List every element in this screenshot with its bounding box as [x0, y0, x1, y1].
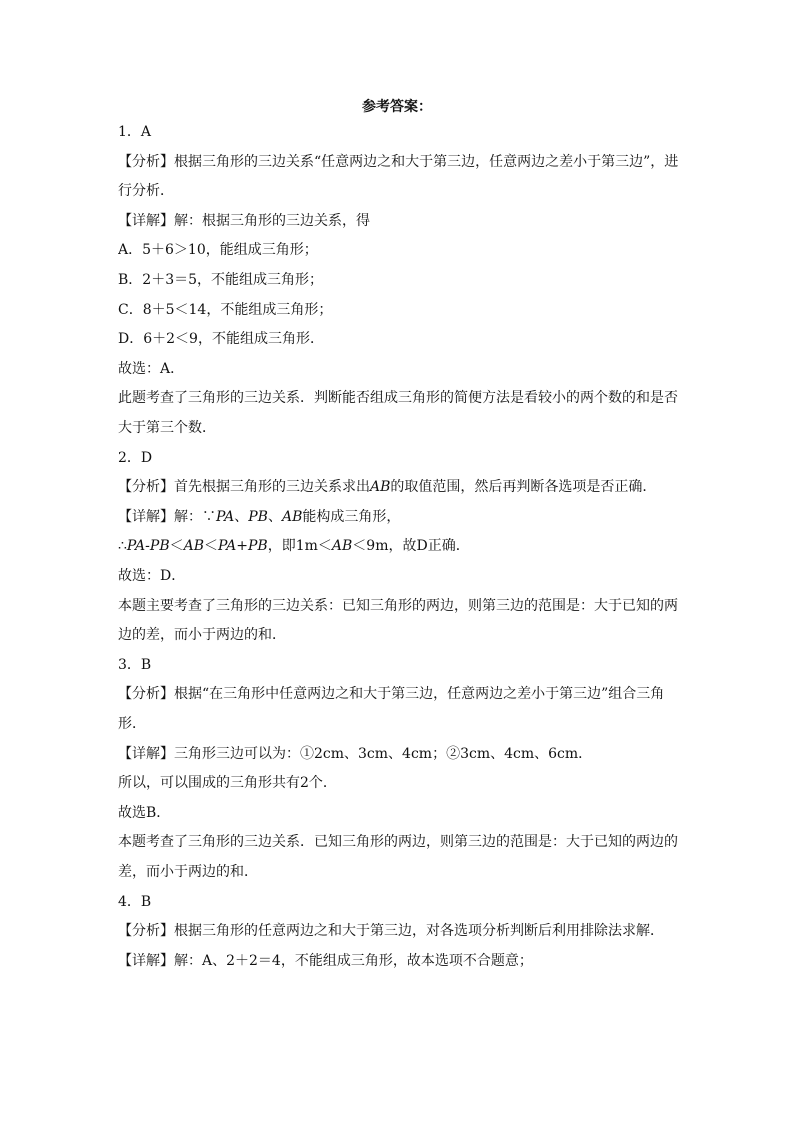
answer-line: 4．B [118, 893, 152, 910]
answer-line: 差，而小于两边的和． [118, 864, 258, 880]
answer-line: 【详解】解：根据三角形的三边关系，得 [118, 212, 370, 229]
answer-line: 边的差，而小于两边的和． [118, 627, 286, 644]
answer-line: 2．D [118, 449, 153, 466]
answer-line: 【详解】三角形三边可以为：①2cm、3cm、4cm；②3cm、4cm、6cm． [118, 745, 593, 762]
answer-line: 【分析】根据三角形的任意两边之和大于第三边，对各选项分析判断后利用排除法求解． [118, 923, 664, 940]
answer-line: 【分析】首先根据三角形的三边关系求出AB的取值范围，然后再判断各选项是否正确． [118, 479, 657, 496]
answer-line: 3．B [118, 656, 152, 673]
answer-line: 【分析】根据三角形的三边关系“任意两边之和大于第三边，任意两边之差小于第三边”，进 [118, 153, 679, 170]
page-title: 参考答案： [362, 99, 432, 115]
answer-line: 【详解】解：A、2＋2＝4，不能组成三角形，故本选项不合题意； [118, 952, 533, 969]
answer-line: 大于第三个数． [118, 420, 216, 436]
answer-line: A．5＋6＞10，能组成三角形； [118, 242, 318, 259]
answer-line: 行分析． [118, 183, 174, 200]
answer-line: 本题主要考查了三角形的三边关系：已知三角形的两边，则第三边的范围是：大于已知的两 [118, 597, 678, 614]
math-variable: AB [331, 538, 353, 555]
math-variable: AB [370, 479, 391, 496]
answer-line: 此题考查了三角形的三边关系．判断能否组成三角形的简便方法是看较小的两个数的和是否 [118, 390, 678, 407]
math-variable: PA-PB [126, 538, 170, 555]
answer-line: 故选：A． [118, 360, 185, 377]
math-variable: PB [248, 508, 268, 525]
math-variable: AB [183, 538, 205, 555]
math-variable: AB [281, 508, 303, 525]
math-variable: PA [216, 508, 235, 525]
answer-line: 形． [118, 716, 146, 732]
answer-line: 【详解】解：∵PA、PB、AB能构成三角形， [118, 508, 401, 525]
math-variable: PA+PB [218, 538, 268, 555]
answer-line: D．6＋2＜9，不能组成三角形． [118, 331, 324, 348]
answer-line: 本题考查了三角形的三边关系．已知三角形的两边，则第三边的范围是：大于已知的两边的 [118, 834, 678, 851]
answer-line: B．2＋3＝5，不能组成三角形； [118, 272, 324, 288]
answer-line: 所以，可以围成的三角形共有2个． [118, 775, 337, 792]
answer-line: 故选B． [118, 804, 171, 821]
answer-line: 1．A [118, 124, 152, 140]
answer-line: 【分析】根据“在三角形中任意两边之和大于第三边，任意两边之差小于第三边”组合三角 [118, 686, 665, 703]
answer-line: 故选：D． [118, 568, 186, 584]
answer-line: ∴PA-PB＜AB＜PA+PB，即1m＜AB＜9m，故D正确． [118, 538, 470, 555]
answer-line: C．8＋5＜14，不能组成三角形； [118, 301, 333, 318]
